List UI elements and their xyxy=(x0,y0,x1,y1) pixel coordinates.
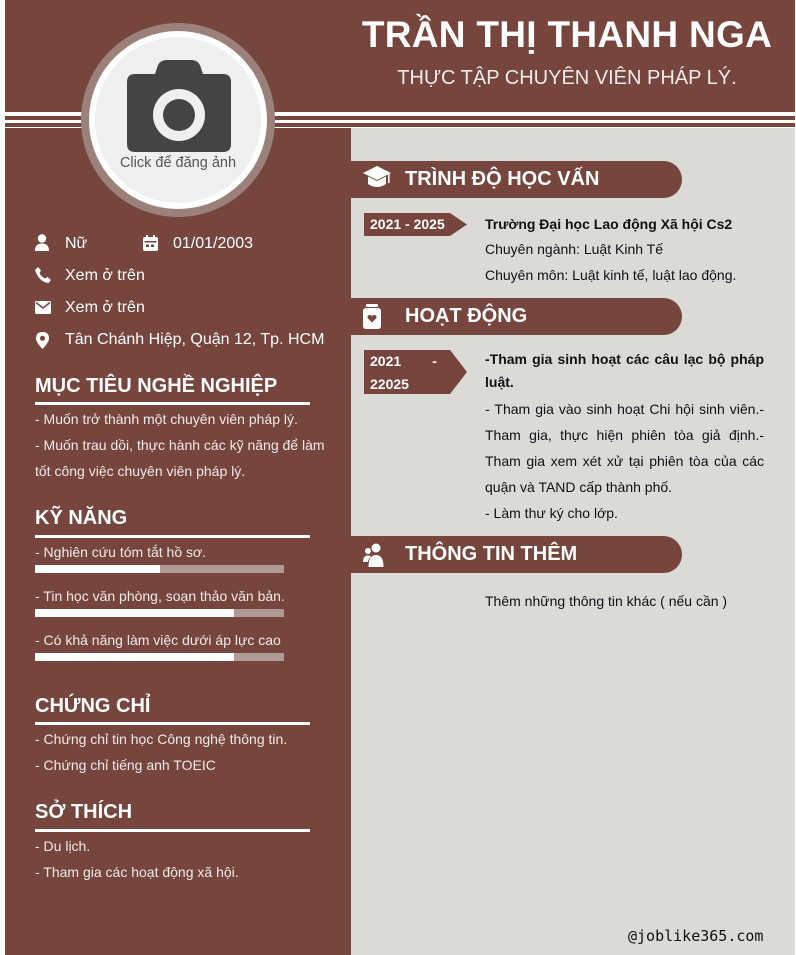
education-title: TRÌNH ĐỘ HỌC VẤN xyxy=(405,168,600,190)
email-value[interactable]: Xem ở trên xyxy=(65,299,145,316)
users-icon xyxy=(363,543,389,567)
certificate-item[interactable]: - Chứng chỉ tiếng anh TOEIC xyxy=(35,757,216,773)
skill-label[interactable]: - Tin học văn phòng, soạn thảo văn bản. xyxy=(35,588,285,604)
hobby-item[interactable]: - Du lịch. xyxy=(35,838,91,854)
skill-bar-fill xyxy=(35,565,160,573)
skill-label[interactable]: - Nghiên cứu tóm tắt hồ sơ. xyxy=(35,544,207,560)
birthdate-value[interactable]: 01/01/2003 xyxy=(173,235,254,252)
skill-bar-fill xyxy=(35,609,234,617)
education-school[interactable]: Trường Đại học Lao động Xã hội Cs2 xyxy=(485,216,733,232)
education-period[interactable]: 2021 - 2025 xyxy=(370,216,445,232)
activities-heading[interactable]: -Tham gia sinh hoạt các câu lạc bộ pháp luật. xyxy=(485,351,764,390)
objective-line[interactable]: - Muốn trau dồi, thực hành các kỹ năng để làm tốt công việc chuyên viên pháp lý. xyxy=(35,437,325,479)
skill-bar[interactable] xyxy=(35,653,284,661)
phone-value[interactable]: Xem ở trên xyxy=(65,267,145,284)
objective-title: MỤC TIÊU NGHỀ NGHIỆP xyxy=(35,375,278,397)
hobby-item[interactable]: - Tham gia các hoạt động xã hội. xyxy=(35,864,239,880)
email-icon xyxy=(35,301,51,314)
gender-value[interactable]: Nữ xyxy=(65,235,88,252)
activities-body[interactable]: - Tham gia vào sinh hoạt Chi hội sinh viên.- Tham gia, thực hiện phiên tòa giả định.- Tham gia xem xét xử tại phiên tòa của các quận và TAND cấp thành phố. xyxy=(485,401,764,495)
graduation-cap-icon xyxy=(363,166,391,192)
photo-upload-label[interactable]: Click để đăng ảnh xyxy=(119,155,237,171)
location-icon xyxy=(36,332,49,349)
skill-label[interactable]: - Có khả năng làm việc dưới áp lực cao xyxy=(35,632,281,648)
skills-underline xyxy=(35,535,310,538)
address-value[interactable]: Tân Chánh Hiệp, Quận 12, Tp. HCM xyxy=(65,331,325,348)
activities-title: HOẠT ĐỘNG xyxy=(405,305,528,327)
skills-title: KỸ NĂNG xyxy=(35,507,128,529)
calendar-icon xyxy=(143,235,158,251)
hobbies-title: SỞ THÍCH xyxy=(35,801,133,823)
objective-underline xyxy=(35,402,310,405)
user-icon xyxy=(35,234,49,251)
certificate-item[interactable]: - Chứng chỉ tin học Công nghệ thông tin. xyxy=(35,731,288,747)
education-specialty[interactable]: Chuyên môn: Luật kinh tế, luật lao động. xyxy=(485,267,737,283)
objective-line[interactable]: - Muốn trở thành một chuyên viên pháp lý. xyxy=(35,411,298,427)
activities-extra[interactable]: - Làm thư ký cho lớp. xyxy=(485,505,618,521)
activities-period-start[interactable]: 2021 - xyxy=(370,353,437,369)
candidate-name[interactable]: TRẦN THỊ THANH NGA xyxy=(361,14,773,55)
hobbies-underline xyxy=(35,829,310,832)
certificates-title: CHỨNG CHỈ xyxy=(35,695,151,717)
certificates-underline xyxy=(35,722,310,725)
skill-bar[interactable] xyxy=(35,565,284,573)
footer-brand: @joblike365.com xyxy=(628,927,764,945)
education-major[interactable]: Chuyên ngành: Luật Kinh Tế xyxy=(485,241,663,257)
skill-bar-fill xyxy=(35,653,234,661)
camera-icon[interactable] xyxy=(127,60,231,152)
phone-icon xyxy=(35,267,51,283)
skill-bar[interactable] xyxy=(35,609,284,617)
activities-period-end[interactable]: 22025 xyxy=(370,376,409,392)
more-info-text[interactable]: Thêm những thông tin khác ( nếu cần ) xyxy=(485,593,728,609)
heart-jar-icon xyxy=(363,304,381,329)
job-title[interactable]: THỰC TẬP CHUYÊN VIÊN PHÁP LÝ. xyxy=(397,67,737,89)
more-info-title: THÔNG TIN THÊM xyxy=(405,543,578,565)
